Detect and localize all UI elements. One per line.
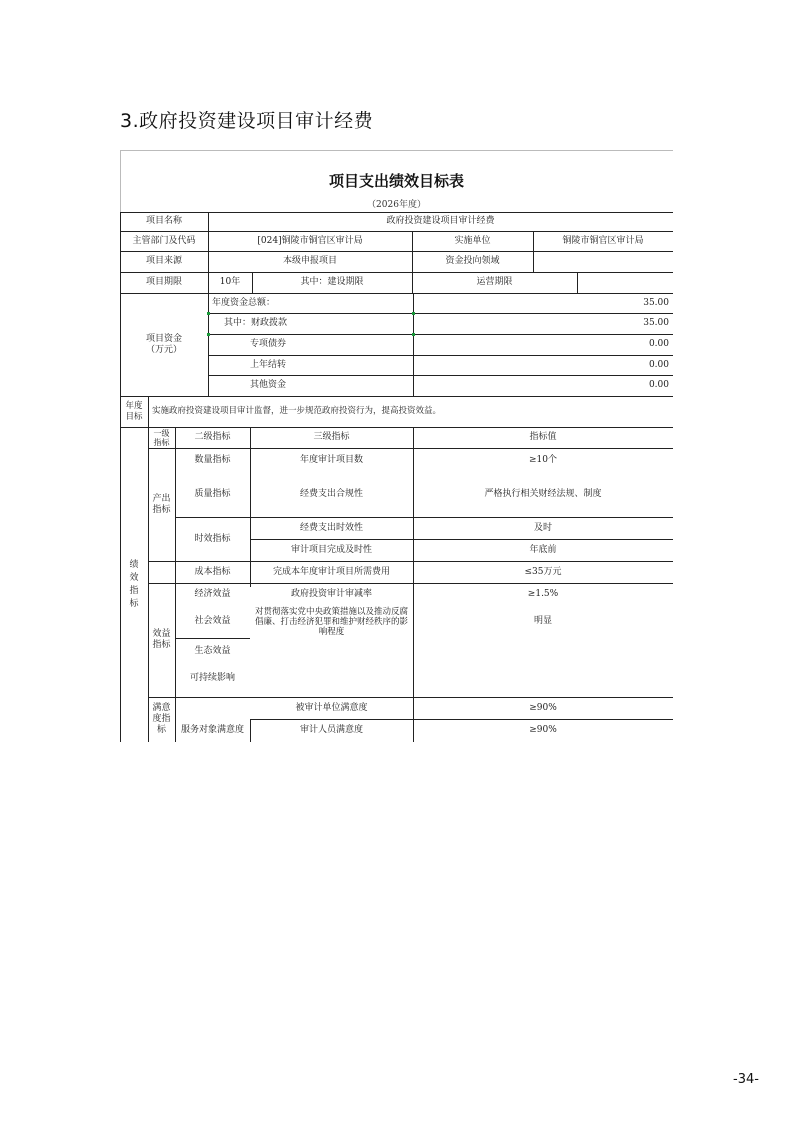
period-value: 10年 <box>219 277 241 287</box>
op-value <box>577 272 673 293</box>
level3-row-7: 对贯彻落实党中央政策措施以及推动反腐倡廉、打击经济犯罪和维护财经秩序的影响程度 <box>254 606 408 637</box>
level2-cost: 成本指标 <box>194 566 231 577</box>
value-row-3: 及时 <box>533 522 552 533</box>
fund-total-label: 年度资金总额： <box>212 297 276 308</box>
op-label: 运营期限 <box>476 277 513 287</box>
sheet-top-border <box>120 150 673 151</box>
level1-output: 产出 指标 <box>152 493 171 515</box>
level3-row-1: 年度审计项目数 <box>299 454 363 465</box>
dept-label: 主管部门及代码 <box>132 235 196 246</box>
value-row-1: ≥10个 <box>529 454 557 465</box>
source-label: 项目来源 <box>145 256 182 266</box>
performance-table <box>120 150 673 742</box>
page-number: -34- <box>733 1072 759 1087</box>
level3-row-4: 审计项目完成及时性 <box>290 544 372 555</box>
col-level2-header: 二级指标 <box>194 432 231 442</box>
impl-label: 实施单位 <box>454 235 491 246</box>
fund-carryover-value: 0.00 <box>648 359 669 370</box>
value-row-9: ≥90% <box>529 725 557 735</box>
fund-carryover-label: 上年结转 <box>250 359 287 370</box>
goal-value: 实施政府投资建设项目审计监督，进一步规范政府投资行为，提高投资效益。 <box>152 406 442 416</box>
level2-economic: 经济效益 <box>194 588 231 599</box>
goal-label: 年度 目标 <box>125 400 143 422</box>
value-row-2: 严格执行相关财经法规、制度 <box>484 489 602 499</box>
value-row-8: ≥90% <box>529 702 557 713</box>
fund-total-value: 35.00 <box>643 297 669 308</box>
level2-timeliness: 时效指标 <box>194 533 231 544</box>
level3-row-9: 审计人员满意度 <box>299 725 363 735</box>
field-label: 资金投向领域 <box>445 256 500 266</box>
level2-sustainable: 可持续影响 <box>189 672 235 683</box>
level3-row-5: 完成本年度审计项目所需费用 <box>272 566 390 577</box>
project-name-label: 项目名称 <box>145 216 182 226</box>
page-heading: 3.政府投资建设项目审计经费 <box>120 110 374 132</box>
dept-value: [024]铜陵市铜官区审计局 <box>257 235 363 246</box>
value-row-6: ≥1.5% <box>527 588 559 599</box>
level3-row-8: 被审计单位满意度 <box>295 702 368 713</box>
fund-label: 项目资金 （万元） <box>145 333 182 355</box>
build-label: 其中：建设期限 <box>300 277 364 287</box>
fund-fiscal-value: 35.00 <box>643 318 669 328</box>
value-row-5: ≤35万元 <box>524 566 562 577</box>
level2-ecological: 生态效益 <box>194 645 231 656</box>
level2-quantity: 数量指标 <box>194 454 231 465</box>
period-label: 项目期限 <box>145 277 182 287</box>
table-year: （2026年度） <box>367 200 426 210</box>
fund-bond-value: 0.00 <box>648 339 669 349</box>
value-row-4: 年底前 <box>529 544 557 555</box>
level3-row-2: 经费支出合规性 <box>299 489 363 499</box>
table-title: 项目支出绩效目标表 <box>328 172 464 190</box>
fund-bond-label: 专项债券 <box>250 339 287 349</box>
project-name-value: 政府投资建设项目审计经费 <box>386 216 495 226</box>
sheet-left-border <box>120 150 121 212</box>
level2-service-satisfaction: 服务对象满意度 <box>180 725 244 735</box>
source-value: 本级申报项目 <box>282 256 337 266</box>
level1-effect: 效益 指标 <box>152 629 171 650</box>
col-level1-header: 一级 指标 <box>153 428 170 447</box>
grid-line <box>175 638 250 639</box>
level3-row-6: 政府投资审计审减率 <box>290 588 372 599</box>
col-value-header: 指标值 <box>529 432 557 442</box>
col-level3-header: 三级指标 <box>313 432 350 442</box>
level1-satisfaction: 满意 度指 标 <box>152 703 171 735</box>
fund-fiscal-label: 其中：财政拨款 <box>224 318 288 328</box>
fund-other-label: 其他资金 <box>250 380 287 390</box>
perf-label: 绩 效 指 标 <box>129 559 139 609</box>
value-row-7: 明显 <box>533 616 552 626</box>
impl-value: 铜陵市铜官区审计局 <box>562 235 644 246</box>
level2-social: 社会效益 <box>194 616 231 626</box>
fund-other-value: 0.00 <box>648 380 669 390</box>
field-value <box>533 251 673 272</box>
level2-quality: 质量指标 <box>194 489 231 499</box>
level3-row-3: 经费支出时效性 <box>299 522 363 533</box>
